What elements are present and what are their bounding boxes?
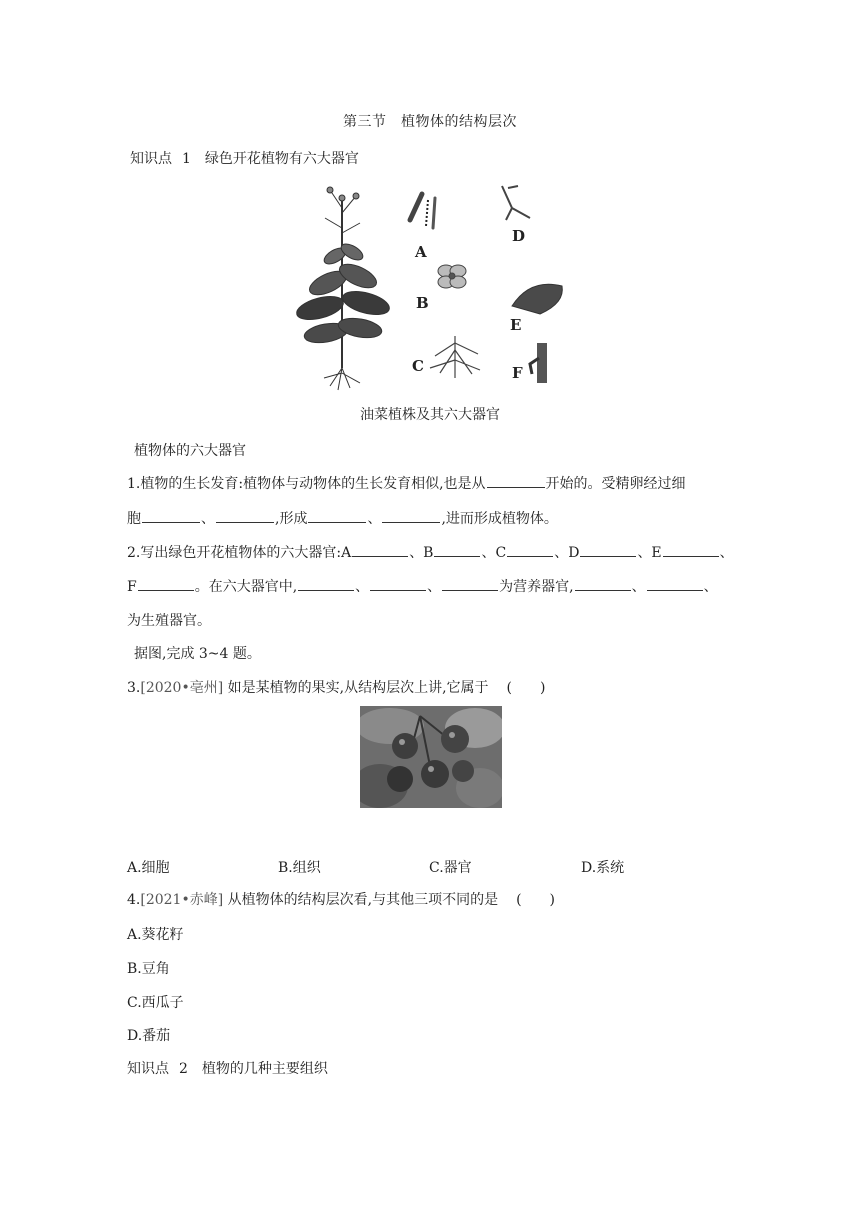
organ-e-leaf-icon <box>512 284 562 314</box>
q2-sep-2: 、 <box>427 579 442 595</box>
kp-number: 1 <box>182 151 191 167</box>
q3-number: 3. <box>127 680 141 696</box>
kp-label: 知识点 <box>127 1061 169 1077</box>
q4-option-a[interactable]: A.葵花籽 <box>127 927 184 943</box>
q1-blank-3[interactable] <box>216 508 274 523</box>
q2-blank-v3[interactable] <box>442 576 498 591</box>
q2-text-e: 、E <box>637 545 662 561</box>
organ-b-flower-icon <box>438 265 466 288</box>
q3-option-d[interactable]: D.系统 <box>581 860 625 876</box>
kp-text: 植物的几种主要组织 <box>201 1061 328 1077</box>
q1-blank-2[interactable] <box>142 508 200 523</box>
organ-d-stem-icon <box>502 186 530 220</box>
q2-sep-4: 、 <box>703 579 718 595</box>
label-a: A <box>415 243 427 261</box>
q2-blank-r2[interactable] <box>647 576 703 591</box>
label-d: D <box>512 227 526 245</box>
question-2-line-1 <box>127 542 734 562</box>
q2-text-d: 、D <box>554 545 580 561</box>
q2-blank-c[interactable] <box>507 542 553 557</box>
q2-blank-d[interactable] <box>580 542 636 557</box>
label-b: B <box>416 294 429 312</box>
organ-a-fruit-icon <box>410 194 435 228</box>
q2-blank-a[interactable] <box>352 542 408 557</box>
q1-text-a: 1.植物的生长发育:植物体与动物体的生长发育相似,也是从 <box>127 476 486 492</box>
knowledge-point-1 <box>130 148 359 168</box>
question-1-line-2 <box>127 508 558 528</box>
knowledge-point-2 <box>127 1058 328 1078</box>
q2-blank-f[interactable] <box>138 576 194 591</box>
organ-f-stem-segment-icon <box>530 343 547 383</box>
q1-sep-2: 、 <box>367 511 382 527</box>
q3-text: 如是某植物的果实,从结构层次上讲,它属于 <box>227 680 489 696</box>
q4-text: 从植物体的结构层次看,与其他三项不同的是 <box>227 892 499 908</box>
rapeseed-figure <box>290 178 580 393</box>
q2-text-b: 、B <box>409 545 434 561</box>
q3-option-a[interactable]: A.细胞 <box>127 860 170 876</box>
q4-number: 4. <box>127 892 141 908</box>
q1-blank-4[interactable] <box>308 508 366 523</box>
q3-option-b[interactable]: B.组织 <box>278 860 321 876</box>
q4-option-b[interactable]: B.豆角 <box>127 961 170 977</box>
q2-sep-end: 、 <box>719 545 734 561</box>
hint-text: 据图,完成 3~4 题。 <box>134 646 261 662</box>
q2-text-h: 为营养器官, <box>499 579 574 595</box>
q1-blank-5[interactable] <box>382 508 440 523</box>
question-2-line-3: 为生殖器官。 <box>127 613 211 629</box>
label-f: F <box>512 364 523 382</box>
label-e: E <box>510 316 522 334</box>
q2-sep-3: 、 <box>631 579 646 595</box>
kp-number: 2 <box>179 1061 188 1077</box>
organ-c-root-icon <box>430 336 480 378</box>
q2-blank-v1[interactable] <box>298 576 354 591</box>
q2-text-a: 2.写出绿色开花植物体的六大器官:A <box>127 545 352 561</box>
q1-text-d: ,形成 <box>275 511 308 527</box>
q1-blank-1[interactable] <box>487 473 545 488</box>
q1-text-e: ,进而形成植物体。 <box>441 511 558 527</box>
q2-sep-1: 、 <box>355 579 370 595</box>
question-2-line-2 <box>127 576 718 596</box>
q1-text-c: 胞 <box>127 511 141 527</box>
kp-label: 知识点 <box>130 151 172 167</box>
section-heading: 植物体的六大器官 <box>134 443 246 459</box>
q3-answer-paren[interactable]: ( ) <box>506 680 546 696</box>
label-c: C <box>412 357 424 375</box>
q4-source: [2021•赤峰] <box>140 892 224 908</box>
q2-blank-e[interactable] <box>663 542 719 557</box>
q2-text-f: F <box>127 579 137 595</box>
question-3 <box>127 677 545 697</box>
q2-blank-b[interactable] <box>434 542 480 557</box>
page-title: 第三节 植物体的结构层次 <box>343 114 517 130</box>
q2-text-c: 、C <box>481 545 507 561</box>
q4-option-d[interactable]: D.番茄 <box>127 1028 171 1044</box>
q1-sep-1: 、 <box>201 511 215 527</box>
figure-caption: 油菜植株及其六大器官 <box>360 407 500 423</box>
q4-option-c[interactable]: C.西瓜子 <box>127 995 184 1011</box>
q1-text-b: 开始的。受精卵经过细 <box>545 476 686 492</box>
q3-option-c[interactable]: C.器官 <box>429 860 472 876</box>
q3-source: [2020•亳州] <box>140 680 224 696</box>
kp-text: 绿色开花植物有六大器官 <box>204 151 359 167</box>
question-4 <box>127 889 555 909</box>
q2-blank-r1[interactable] <box>575 576 631 591</box>
q4-answer-paren[interactable]: ( ) <box>516 892 556 908</box>
cherry-fruit-photo <box>360 706 502 808</box>
q2-text-g: 。在六大器官中, <box>194 579 298 595</box>
question-1-line-1 <box>127 473 686 493</box>
q2-blank-v2[interactable] <box>370 576 426 591</box>
rapeseed-plant-illustration <box>294 187 392 390</box>
